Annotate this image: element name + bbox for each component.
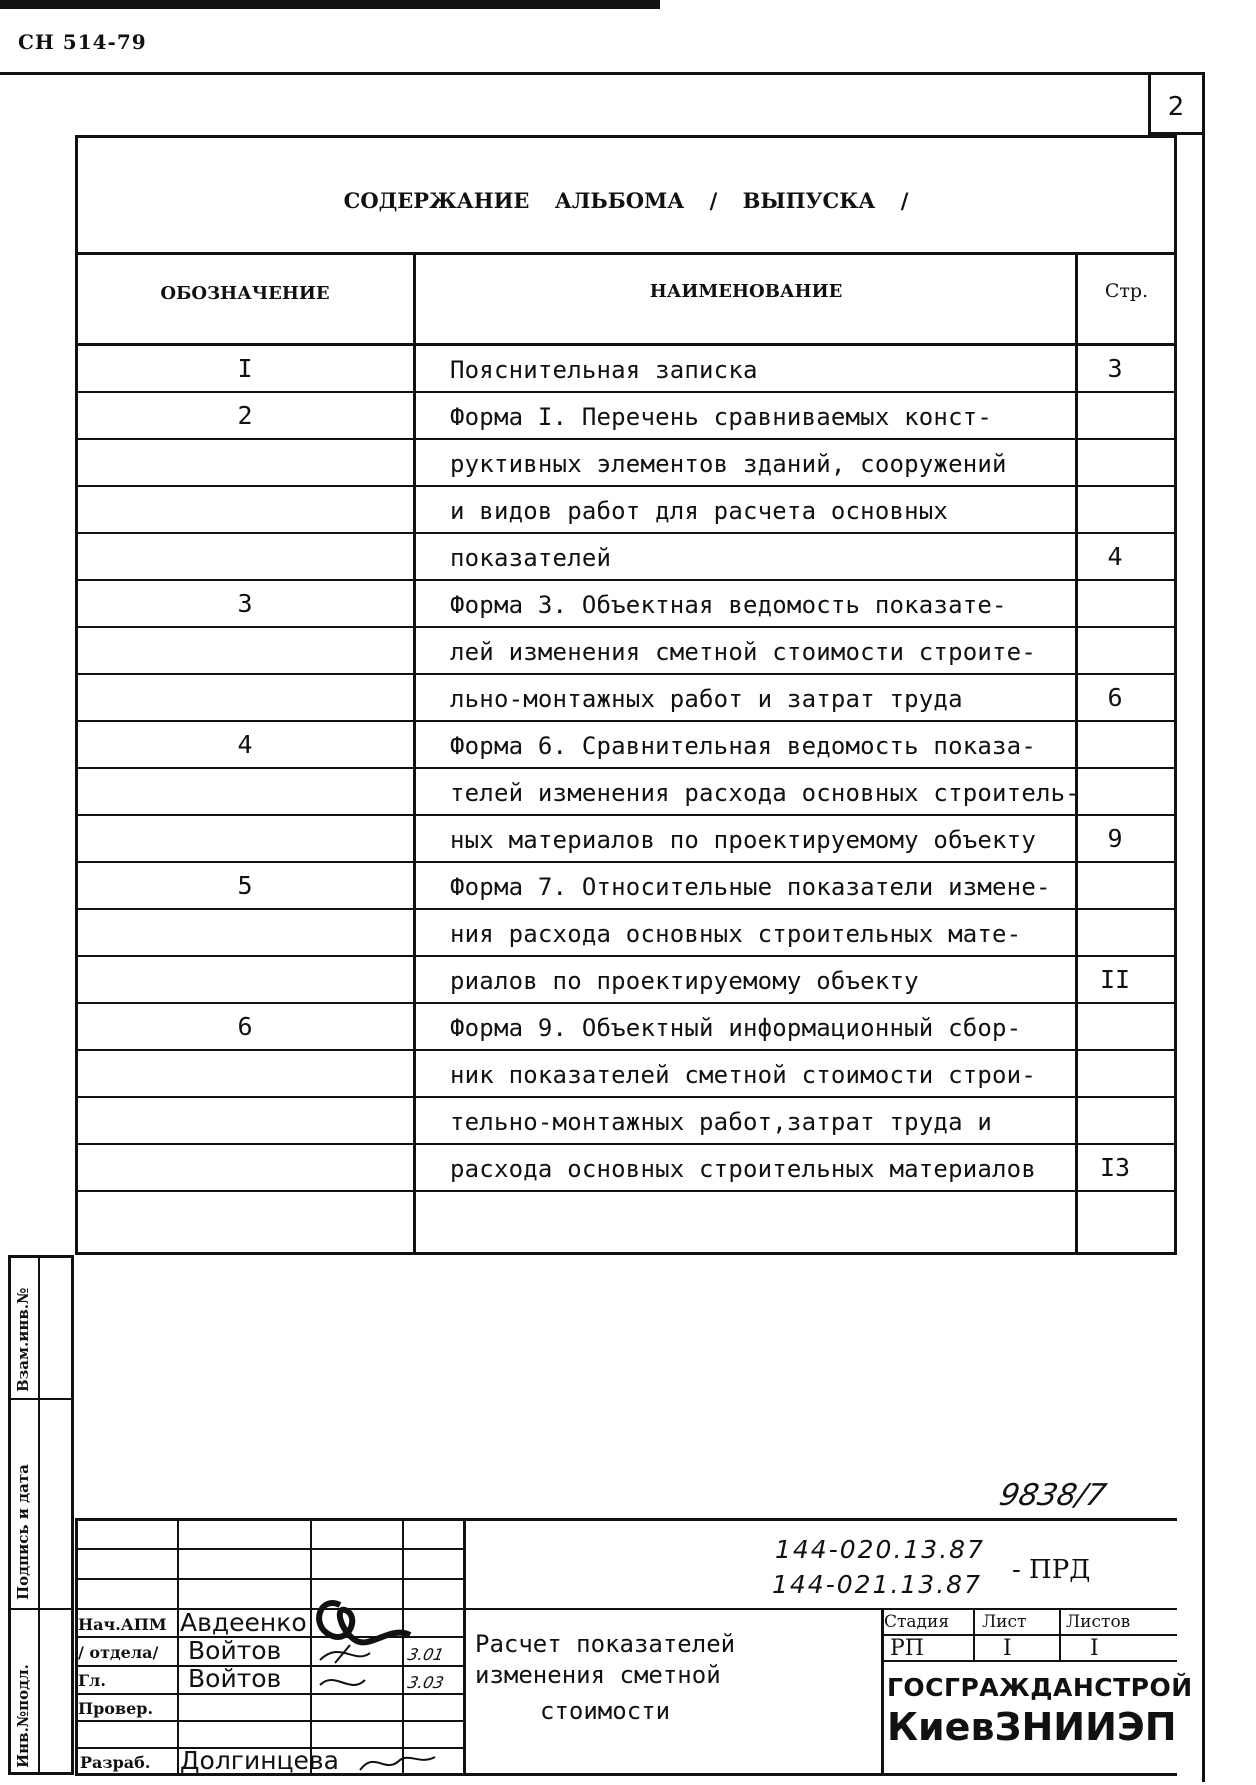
row-divider: [75, 1190, 1177, 1192]
signature-marks-icon: [300, 1585, 500, 1785]
table-row: [75, 1004, 1177, 1050]
organization-line-2: КиевЗНИИЭП: [887, 1705, 1177, 1749]
table-row: [75, 346, 1177, 392]
row-name: Форма 7. Относительные показатели измене-: [450, 873, 1051, 901]
column-header-designation: ОБОЗНАЧЕНИЕ: [160, 283, 330, 304]
table-row: [75, 722, 1177, 768]
row-name: телей изменения расхода основных строитель-: [450, 779, 1080, 807]
organization-line-1: ГОСГРАЖДАНСТРОЙ: [887, 1673, 1193, 1702]
row-page: 3: [1107, 354, 1123, 383]
top-border-bar: [0, 0, 660, 9]
stamp-desc-top: [463, 1608, 1177, 1610]
standard-code: СН 514-79: [18, 30, 147, 54]
row-name: Форма 9. Объектный информационный сбор-: [450, 1014, 1022, 1042]
signer-role: / отдела/: [78, 1643, 159, 1662]
stamp-stage-bottom-line: [881, 1660, 1177, 1662]
description-line-2: изменения сметной: [475, 1661, 721, 1689]
description-line-3: стоимости: [540, 1697, 671, 1725]
signer-name: Долгинцева: [180, 1746, 339, 1775]
table-row: [75, 534, 1177, 580]
contents-title: СОДЕРЖАНИЕ АЛЬБОМА / ВЫПУСКА /: [343, 188, 909, 213]
stage-label: Стадия: [884, 1612, 950, 1632]
sheet-label: Лист: [982, 1612, 1027, 1632]
doc-code-line-2: 144-021.13.87: [772, 1570, 982, 1599]
stamp-row-line: [75, 1548, 465, 1550]
row-name: тельно-монтажных работ,затрат труда и: [450, 1108, 993, 1136]
row-name: лей изменения сметной стоимости строите-: [450, 638, 1036, 666]
column-header-name: НАИМЕНОВАНИЕ: [649, 281, 843, 302]
signer-date: 3.03: [405, 1673, 446, 1692]
signer-role: Разраб.: [80, 1753, 151, 1772]
row-name: Форма 3. Объектная ведомость показате-: [450, 591, 1007, 619]
row-designation: 4: [237, 730, 253, 759]
table-bottom-line: [75, 1252, 1177, 1255]
row-designation: 3: [237, 589, 253, 618]
table-row: [75, 769, 1177, 815]
row-name: Пояснительная записка: [450, 356, 758, 384]
side-strip-divider-2: [8, 1608, 74, 1610]
signer-role: Гл.: [78, 1671, 106, 1690]
row-page: 4: [1107, 542, 1123, 571]
table-row: [75, 816, 1177, 862]
table-row: [75, 487, 1177, 533]
column-header-page: Стр.: [1104, 280, 1149, 302]
signer-role: Нач.АПМ: [78, 1615, 167, 1634]
table-row: [75, 957, 1177, 1003]
table-row: [75, 393, 1177, 439]
row-page: 9: [1107, 824, 1123, 853]
stamp-col-role: [177, 1518, 179, 1776]
table-row: [75, 863, 1177, 909]
row-name: ных материалов по проектируемому объекту: [450, 826, 1036, 854]
page-number: 2: [1167, 92, 1185, 122]
table-row: [75, 1051, 1177, 1097]
signer-name: Авдеенко: [180, 1608, 307, 1637]
inventory-number-handwritten: 9838/7: [996, 1478, 1110, 1513]
side-label-exchange: Взам.инв.№: [14, 1287, 32, 1392]
row-name: расхода основных строительных материалов: [450, 1155, 1036, 1183]
row-name: и видов работ для расчета основных: [450, 497, 949, 525]
doc-suffix: - ПРД: [1012, 1555, 1091, 1585]
row-name: показателей: [450, 544, 612, 572]
row-designation: I: [237, 354, 253, 383]
table-row: [75, 581, 1177, 627]
signer-name: Войтов: [188, 1664, 282, 1693]
side-strip-divider-1: [8, 1398, 74, 1400]
row-page: II: [1099, 965, 1131, 994]
stamp-stage-row-line: [881, 1634, 1177, 1636]
frame-top-line: [0, 72, 1205, 75]
title-divider: [75, 252, 1177, 255]
description-line-1: Расчет показателей: [475, 1630, 736, 1658]
sheet-value: I: [1003, 1636, 1012, 1661]
row-name: ния расхода основных строительных мате-: [450, 920, 1022, 948]
stamp-row-line: [75, 1578, 465, 1580]
side-strip-inner-line: [38, 1255, 40, 1775]
row-designation: 6: [237, 1012, 253, 1041]
table-row: [75, 1098, 1177, 1144]
doc-code-line-1: 144-020.13.87: [775, 1535, 985, 1564]
side-label-inventory: Инв.№подл.: [14, 1664, 32, 1768]
table-row: [75, 1145, 1177, 1191]
row-name: риалов по проектируемому объекту: [450, 967, 919, 995]
stamp-top-line: [75, 1518, 1177, 1521]
signer-name: Войтов: [188, 1636, 282, 1665]
row-page: 6: [1107, 683, 1123, 712]
signer-date: 3.01: [405, 1645, 446, 1664]
stage-value: РП: [890, 1636, 924, 1661]
row-name: льно-монтажных работ и затрат труда: [450, 685, 963, 713]
table-row: [75, 628, 1177, 674]
row-designation: 2: [237, 401, 253, 430]
row-page: I3: [1099, 1153, 1131, 1182]
row-name: руктивных элементов зданий, сооружений: [450, 450, 1007, 478]
table-row: [75, 440, 1177, 486]
sheets-label: Листов: [1066, 1612, 1131, 1632]
row-name: ник показателей сметной стоимости строи-: [450, 1061, 1036, 1089]
row-designation: 5: [237, 871, 253, 900]
side-label-signature: Подпись и дата: [14, 1464, 32, 1600]
frame-right-line: [1202, 72, 1205, 1782]
table-row: [75, 910, 1177, 956]
signer-role: Провер.: [78, 1699, 154, 1718]
table-row: [75, 675, 1177, 721]
sheets-value: I: [1090, 1636, 1099, 1661]
row-name: Форма I. Перечень сравниваемых конст-: [450, 403, 993, 431]
row-name: Форма 6. Сравнительная ведомость показа-: [450, 732, 1036, 760]
